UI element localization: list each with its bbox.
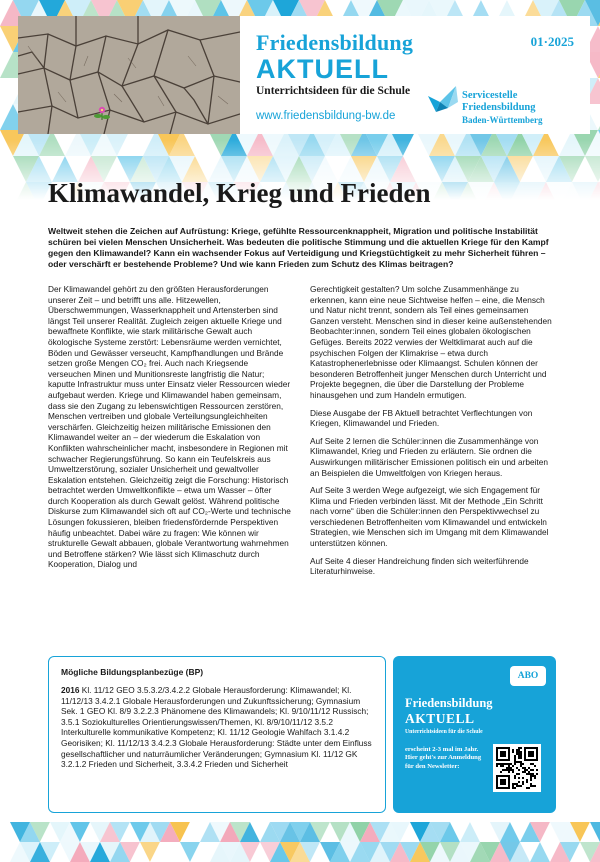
abo-brand-subtitle: Unterrichtsideen für die Schule xyxy=(405,729,483,735)
masthead xyxy=(240,16,590,134)
org-line-2: Friedensbildung xyxy=(462,102,536,113)
org-name xyxy=(462,90,543,126)
abo-brand-title: Friedensbildung xyxy=(405,696,493,710)
header-photo-cracked-earth xyxy=(18,16,240,134)
qr-code-icon[interactable] xyxy=(493,744,541,792)
left-column-text: Der Klimawandel gehört zu den größten Herausforderungen unserer Zeit – und betrifft uns alle. Hitzewellen, Überschwemmungen, Wasserknappheit und Artensterben sind längst Teil unserer Realität. Zugleich zeigen aktuelle Kriege und bewaffnete Konflikte, wie stark militärische Gewalt auch ökologische Systeme zerstört: Lebensräume werden vernichtet, Böden und Gewässer verseucht, Kampfhandlungen und Brände setzen große Mengen CO₂ frei. Auch nach Kriegsende verseuchen Minen und Munitionsreste langfristig die Natur; kaputte Infrastruktur muss unter Einsatz vieler Ressourcen wieder aufgebaut werden. Kriege und Klimawandel haben gemeinsam, dass sie den Zugang zu lebenswichtigen Ressourcen zerstören, Menschen vertreiben und globale Verteilungsungleichheiten verschärfen. Gleichzeitig heizen militärische Emissionen den Klimawandel weiter an – der wiederum die Eskalation von Konflikten wahrscheinlicher macht, insbesondere in Regionen mit schwacher Regierungsführung. So kann ein Teufelskreis aus Umweltzerstörung, sozialer Unsicherheit und gewaltvoller Eskalation entstehen. Gleichzeitig zeigt die Forschung: Historisch betrachtet werden Umweltkonflikte – etwa um Wasser – öfter durch Kooperation als durch Gewalt gelöst. Während politische Diskurse zum Klimawandel sich oft auf CO₂-Werte und technische Lösungen fokussieren, bleiben friedensfördernde Perspektiven häufig unbeachtet. Dabei wäre zu fragen: Wie können wir strukturelle Gewalt abbauen, globale Verantwortung wahrnehmen und Betroffene stärken? Wie lässt sich Klimaschutz durch Kooperation, Dialog und xyxy=(48,284,291,570)
bildungsplan-title: Mögliche Bildungsplanbezüge (BP) xyxy=(61,667,204,677)
right-paragraph: Auf Seite 2 lernen die Schüler:innen die Zusammenhänge von Klimawandel, Krieg und Frieden zu erläutern. Sie ordnen die Auswirkungen militärischer Emissionen politisch ein und arbeiten an Beispielen die Umweltfolgen von Kriegen heraus. xyxy=(310,435,548,478)
abo-info-text: erscheint 2-3 mal im Jahr. Hier geht's zur Anmeldung für den Newsletter: xyxy=(405,746,482,770)
bottom-triangle-strip xyxy=(0,822,600,862)
right-paragraph: Auf Seite 4 dieser Handreichung finden sich weiterführende Literaturhinweise. xyxy=(310,555,529,577)
right-paragraph: Diese Ausgabe der FB Aktuell betrachtet Verflechtungen von Kriegen, Klimawandel und Frieden. xyxy=(310,407,533,429)
abo-brand-aktuell: AKTUELL xyxy=(405,711,475,726)
issue-number: 01·2025 xyxy=(530,34,574,49)
bildungsplan-box xyxy=(48,656,386,813)
website-link[interactable]: www.friedensbildung-bw.de xyxy=(256,110,396,122)
brand-subtitle: Unterrichtsideen für die Schule xyxy=(256,85,411,97)
origami-bird-logo-icon xyxy=(426,82,460,116)
right-paragraph: Auf Seite 3 werden Wege aufgezeigt, wie sich Engagement für Klima und Frieden verbinden lässt. Mit der Methode „Ein Schritt nach vorne“ üben die Schüler:innen den Perspektivwechsel zu verschiedenen Betroffenheiten vom Klimawandel und entwickeln Strategien, wie Menschen sich im Umgang mit dem Klimawandel unterstützen können. xyxy=(310,485,549,549)
article-left-column xyxy=(48,284,293,577)
newsletter-subscribe-box xyxy=(393,656,556,813)
brand-title: Friedensbildung xyxy=(256,30,414,55)
article-right-column xyxy=(310,284,555,584)
abo-button[interactable]: ABO xyxy=(510,666,546,686)
brand-aktuell: AKTUELL xyxy=(256,54,389,84)
article-title: Klimawandel, Krieg und Frieden xyxy=(48,178,431,208)
org-line-1: Servicestelle xyxy=(462,90,518,101)
article-intro: Weltweit stehen die Zeichen auf Aufrüstung: Kriege, gefühlte Ressourcenknappheit, Migration und politische Instabilität schüren bei vielen Menschen Unsicherheit. Was bedeuten die politische Stimmung und die aktuellen Kriege für den Kampf gegen den Klimawandel? Kann ein wachsender Fokus auf Verteidigung und Kriegstüchtigkeit zu mehr Sicherheit führen – oder verschärft er bestehende Probleme? Und wie kann Frieden zum Schutz des Klimas beitragen? xyxy=(48,226,549,269)
bildungsplan-text xyxy=(61,685,373,770)
org-region: Baden-Württemberg xyxy=(462,115,543,125)
bildungsplan-body: Kl. 11/12 GEO 3.5.3.2/3.4.2.2 Globale Herausforderung: Klimawandel; Kl. 11/12/13 3.4.2.1 Globale Herausforderungen und Zukunftssicherung; Gymnasium Sek. 1 GEO Kl. 8/9 3.2.2.3 Phänomene des Klimawandels; Kl. 9/10/11/12 Russisch; 3.5.1 Soziokulturelles Orientierungswissen/Themen, Kl. 8/9/10/11/12 3.5.2 Interkulturelle kommunikative Kompetenz; Kl. 11/12 Geologie Wahlfach 3.1.4.2 Georisiken; Kl. 11/12/13 3.4.2.3 Globale Herausforderung: Städte unter dem Einfluss gesellschaftlicher und naturräumlicher Veränderungen; Gymnasium Kl. 11/12 GK 3.2.1.2 Frieden und Sicherheit, 3.3.4.2 Frieden und Sicherheit xyxy=(61,685,372,770)
right-paragraph: Gerechtigkeit gestalten? Um solche Zusammenhänge zu erkennen, kann eine neue Sichtweise helfen – eine, die Mensch und Natur nicht trennt, sondern als Teil eines gemeinsamen Ganzen versteht. Menschen sind in dieser keine außenstehenden Beobachter:innen, sondern Teil eines globalen ökologischen Gefüges. Bereits 2022 verwies der Weltklimarat auch auf die psychischen Folgen der Klimakrise – etwa durch Katastrophenerlebnisse oder Klimaangst. Schulen können der besonderen Betroffenheit junger Menschen durch Unterricht und Projekte begegnen, die über die Darstellung der Probleme hinausgehen und zum Handeln ermutigen. xyxy=(310,284,552,400)
bildungsplan-year: 2016 xyxy=(61,685,80,695)
